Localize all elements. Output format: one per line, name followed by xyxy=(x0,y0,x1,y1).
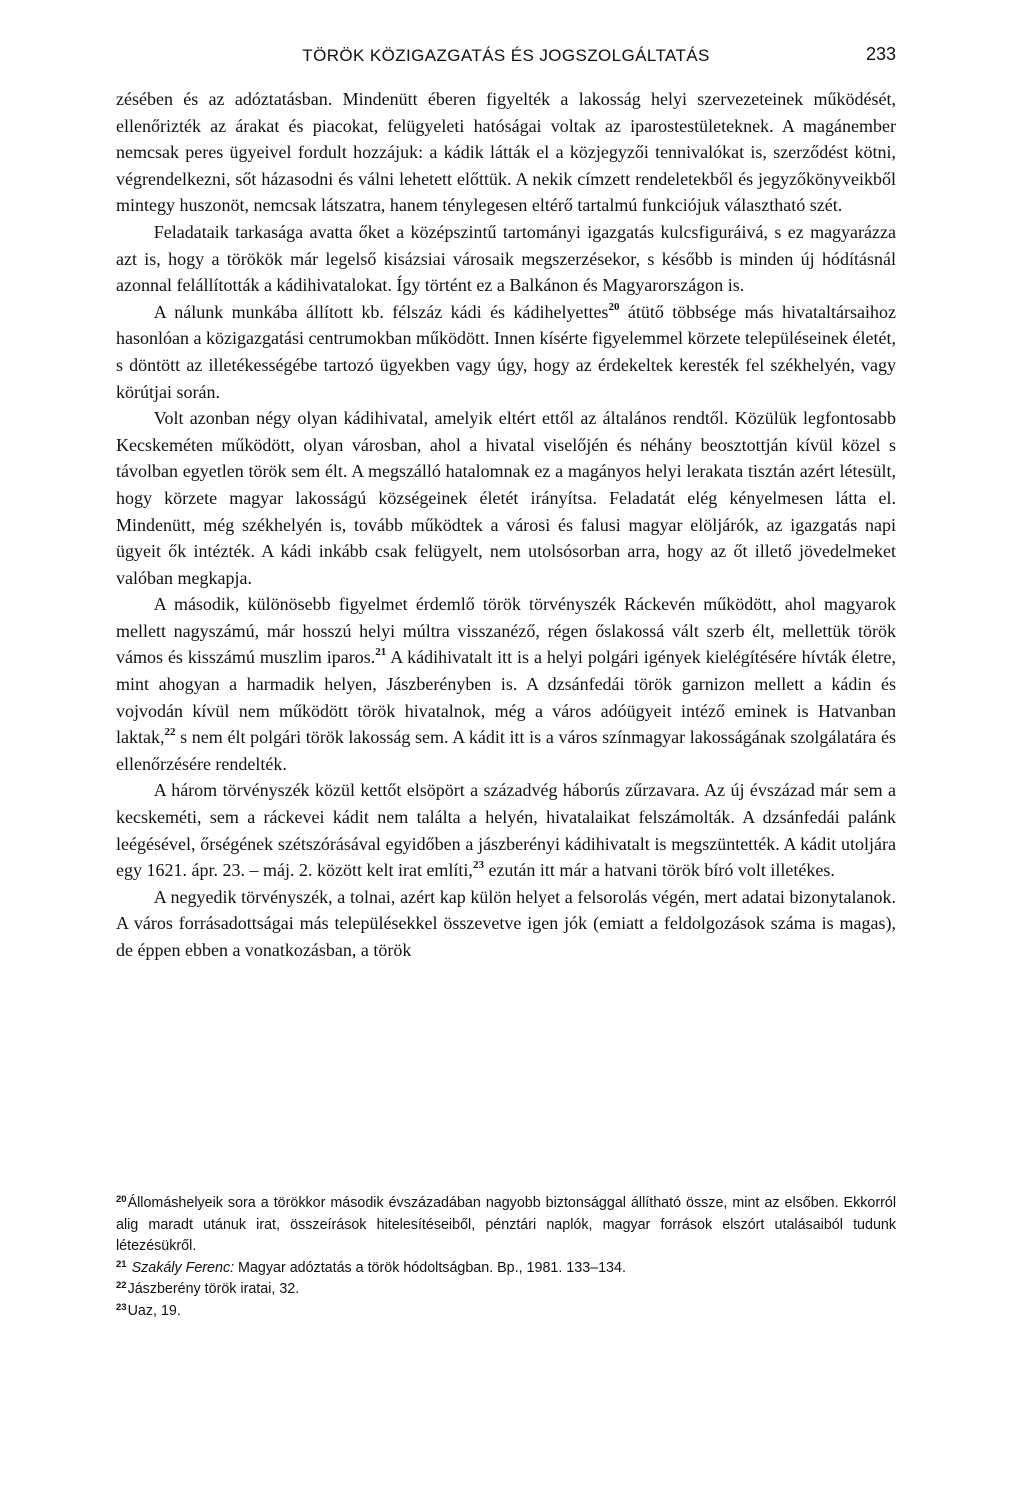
paragraph-text: Feladataik tarkasága avatta őket a középszintű tartományi igazgatás kulcsfiguráivá, s ez magyarázza azt is, hogy a törökök már legelső kisázsiai városaik megszerzésekor, s később is minden új hódításnál azonnal felállították a kádihivatalokat. Így történt ez a Balkánon és Magyarországon is. xyxy=(116,221,896,296)
footnote-22 xyxy=(116,1279,896,1301)
paragraph-text: A nálunk munkába állított kb. félszáz kádi és kádihelyettes xyxy=(153,301,609,322)
paragraph-text: A kádihivatalt itt is a helyi polgári igények kielégítésére hívták életre, mint ahogyan a harmadik helyen, Jászberényben is. A dzsánfedái török garnizon mellett a kádin és vojvodán kívül nem működött török hivatalnok, még a város adóügyeit intéző eminek is Hatvanban laktak, xyxy=(116,647,897,748)
footnote-text: Magyar adóztatás a török hódoltságban. Bp., 1981. 133–134. xyxy=(234,1259,626,1276)
page-number: 233 xyxy=(865,44,896,64)
paragraph-text: A negyedik törvényszék, a tolnai, azért kap külön helyet a felsorolás végén, mert adatai bizonytalanok. A város forrásadottságai más településekkel összevetve igen jók (emiatt a feldolgozások száma is magas), de éppen ebben a vonatkozásban, a török xyxy=(116,886,896,960)
footnote-ref-21[interactable]: 21 xyxy=(375,646,387,659)
paragraph-1 xyxy=(116,86,896,219)
paragraph-text: A második, különösebb figyelmet érdemlő török törvényszék Ráckevén működött, ahol magyarok mellett nagyszámú, már hosszú helyi múltra visszanéző, régen őslakossá vált szerb élt, mellettük török vámos és kisszámú muszlim iparos. xyxy=(116,594,896,668)
paragraph-text: átütő többsége más hivataltársaihoz hasonlóan a közigazgatási centrumokban működött. Innen kísérte figyelemmel körzete településeinek életét, s döntött az illetékességébe tartozó ügyekben vagy úgy, hogy az érdekeltek keresték fel székhelyén, vagy körútjai során. xyxy=(116,301,896,402)
paragraph-6 xyxy=(116,777,896,883)
paragraph-text: Volt azonban négy olyan kádihivatal, amelyik eltért ettől az általános rendtől. Közülük legfontosabb Kecskeméten működött, olyan városban, ahol a hivatal viselőjén és néhány beosztottján kívül közel s távolban egyetlen török sem élt. A megszálló hatalomnak ez a magányos helyi lerakata tisztán azért létesült, hogy körzete magyar lakosságú községeinek életét irányítsa. Feladatát elég kényelmesen látta el. Mindenütt, még székhelyén is, tovább működtek a városi és falusi magyar elöljárók, az igazgatás napi ügyeit ők intézték. A kádi inkább csak felügyelt, nem utolsósorban arra, hogy az őt illető jövedelmeket valóban megkapja. xyxy=(116,408,896,588)
paragraph-4 xyxy=(116,405,896,591)
running-head xyxy=(116,30,896,86)
footnote-21 xyxy=(116,1258,896,1280)
footnote-23 xyxy=(116,1301,896,1323)
footnote-number: 21 xyxy=(116,1258,127,1270)
footnote-ref-22[interactable]: 22 xyxy=(164,726,176,738)
paragraph-text: ezután itt már a hatvani török bíró volt illetékes. xyxy=(483,860,835,881)
footnote-ref-20[interactable]: 20 xyxy=(608,300,620,313)
footnote-author: Szakály Ferenc: xyxy=(131,1259,235,1276)
body-text xyxy=(116,86,896,964)
paragraph-3 xyxy=(116,299,896,405)
footnote-number: 22 xyxy=(116,1280,127,1292)
paragraph-2 xyxy=(116,219,896,299)
footnote-ref-23[interactable]: 23 xyxy=(472,858,484,871)
paragraph-text: zésében és az adóztatásban. Mindenütt éberen figyelték a lakosság helyi szervezeteinek működését, ellenőrizték az árakat és piacokat, felügyeleti hatóságai voltak az iparostestületeknek. A magánember nemcsak peres ügyeivel fordult hozzájuk: a kádik látták el a közjegyzői tennivalókat is, szerződést kötni, végrendelkezni, sőt házasodni és válni lehetett előttük. A nekik címzett rendeletekből és jegyzőkönyveikből mintegy huszonöt, nemcsak látszatra, hanem ténylegesen eltérő tartalmú funkciójuk választható szét. xyxy=(116,89,896,216)
footnote-number: 23 xyxy=(116,1301,127,1313)
footnote-number: 20 xyxy=(116,1193,127,1205)
footnotes xyxy=(116,1193,896,1323)
footnote-text: Uaz, 19. xyxy=(127,1302,181,1319)
paragraph-7 xyxy=(116,884,896,964)
footnote-text: Jászberény török iratai, 32. xyxy=(127,1281,300,1298)
book-page xyxy=(116,30,897,1319)
footnote-text: Állomáshelyeik sora a törökkor második évszázadában nagyobb biztonsággal állítható össze, mint az elsőben. Ekkorról alig maradt utánuk irat, összeírások hitelesítéseiből, pénztári naplók, magyar források elszórt utalásaiból tudunk létezésükről. xyxy=(116,1195,896,1255)
paragraph-text: A három törvényszék közül kettőt elsöpört a századvég háborús zűrzavara. Az új évszázad már sem a kecskeméti, sem a ráckevei kádit nem találta a helyén, hivatalaikat felszámolták. A dzsánfedái palánk leégésével, őrségének szétszórásával egyidőben a jászberényi kádihivatalt is megszüntették. A kádit utoljára egy 1621. ápr. 23. – máj. 2. között kelt irat említi, xyxy=(116,780,896,881)
running-title: TÖRÖK KÖZIGAZGATÁS ÉS JOGSZOLGÁLTATÁS xyxy=(302,46,710,65)
paragraph-5 xyxy=(116,591,896,777)
footnote-20 xyxy=(116,1193,896,1258)
paragraph-text: s nem élt polgári török lakosság sem. A kádit itt is a város színmagyar lakosságának szolgálatára és ellenőrzésére rendelték. xyxy=(116,727,896,774)
